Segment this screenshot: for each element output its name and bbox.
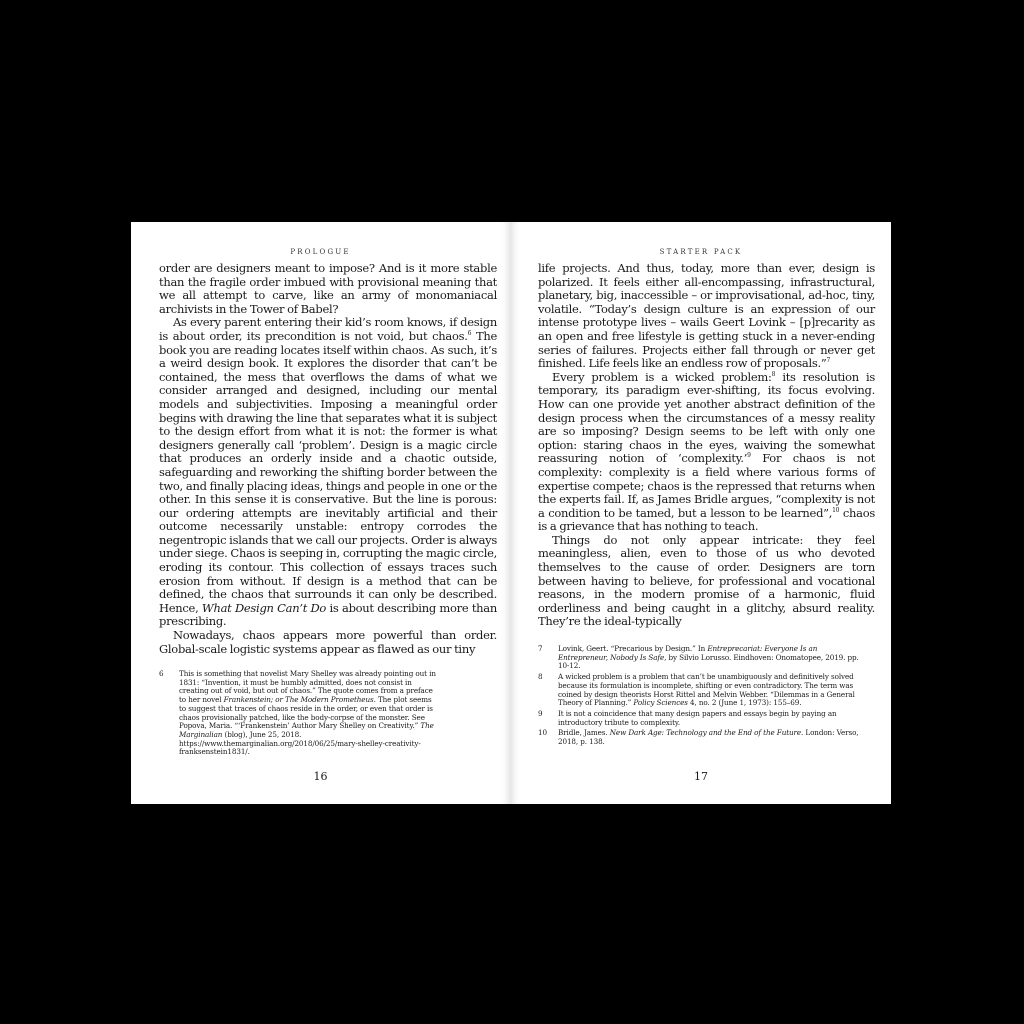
text-run: As every parent entering their kid’s room knows, if design is about order, its precondition is not void, but chaos.	[159, 315, 497, 343]
right-footnotes	[538, 645, 868, 749]
book-title: What Design Can’t Do	[201, 600, 327, 615]
page-number-left: 16	[313, 770, 328, 783]
cited-title: Policy Sciences	[633, 698, 688, 708]
paragraph	[538, 262, 875, 371]
footnote-text	[179, 670, 439, 757]
text-run: The book you are reading locates itself within chaos. As such, it’s a weird design book. It explores the disorder that can’t be contained, the mess that overflows the dams of what we consider arranged and designed, including our mental models and subjectivities. Imposing a meaningful order begins with drawing the line that separates what it is subject to the design effort from what it is not: the former is what designers generally call ‘problem’. Design is a magic circle that produces an orderly inside and a chaotic outside, safeguarding and reworking the shifting border between the two, and finally placing ideas, things and people in one or the other. In this sense it is conservative. But the line is porous: our ordering attempts are inevitably artificial and their outcome necessarily unstable: entropy corrodes the negentropic islands that we call our projects. Order is always under siege. Chaos is seeping in, corrupting the magic circle, eroding its contour. This collection of essays traces such erosion from without. If design is a method that can be defined, the chaos that surrounds it can only be described. Hence,	[159, 328, 497, 615]
right-body-text	[538, 262, 875, 629]
text-run: . London: Verso, 2018, p. 138.	[558, 728, 859, 747]
text-run: For chaos is not complexity: complexity is a field where various forms of expertise compete; chaos is the repressed that returns when the experts fail. If, as James Bridle argues, “complexity is not a condition to be tamed, but a lesson to be learned”,	[538, 451, 875, 520]
cited-title: Frankenstein; or The Modern Prometheus	[223, 695, 374, 705]
left-footnotes	[159, 670, 439, 759]
footnote	[538, 673, 868, 708]
paragraph: Things do not only appear intricate: they feel meaningless, alien, even to those of us who devoted themselves to the cause of order. Designers are torn between having to believe, for professional and vocational reasons, in the modern promise of a harmonic, fluid orderliness and being caught in a glitchy, absurd reality. They’re the ideal-typically	[538, 532, 875, 629]
text-run: Bridle, James.	[558, 728, 610, 738]
footnote-number: 8	[538, 672, 543, 682]
footnote-ref[interactable]: 9	[747, 452, 751, 460]
running-head-left: PROLOGUE	[290, 248, 351, 256]
footnote-ref[interactable]: 6	[467, 330, 472, 338]
footnote-number: 9	[538, 708, 543, 718]
footnote-ref[interactable]: 10	[832, 506, 840, 514]
text-run: , by Silvio Lorusso. Eindhoven: Onomatopee, 2019. pp. 10-12.	[558, 652, 859, 671]
text-run: chaos is a grievance that has nothing to teach.	[538, 505, 875, 534]
footnote-ref[interactable]: 8	[771, 370, 776, 378]
footnote-text	[558, 673, 868, 708]
open-book	[131, 222, 891, 804]
text-run: life projects. And thus, today, more than ever, design is polarized. It feels either all-encompassing, infrastructural, planetary, big, inaccessible – or improvisational, ad-hoc, tiny, volatile. “Today’s design culture is an expression of our intense prototype lives – wails Geert Lovink – [p]recarity as an open and free lifestyle is getting stuck in a never-ending series of failures. Projects either fall through or never get finished. Life feels like an endless row of proposals.”	[538, 261, 875, 371]
page-number-right: 17	[694, 770, 708, 783]
running-head-right: STARTER PACK	[659, 248, 743, 256]
text-run: This is something that novelist Mary Shelley was already pointing out in 1831: “Invention, it must be humbly admitted, does not consist in creating out of void, but out of chaos.” The quote comes from a preface to her novel	[179, 669, 436, 705]
cited-title: The Marginalian	[179, 721, 434, 739]
footnote-number: 10	[538, 728, 547, 738]
cited-title: New Dark Age: Technology and the End of the Future	[609, 728, 802, 738]
paragraph	[159, 316, 497, 629]
text-run: its resolution is temporary, its paradigm ever-shifting, its focus evolving. How can one provide yet another abstract definition of the design process when the circumstances of a messy reality are so imposing? Design seems to be left with only one option: staring chaos in the eyes, waiving the somewhat reassuring notion of ‘complexity.’	[538, 369, 875, 466]
footnote	[538, 729, 868, 746]
footnote-text	[558, 729, 868, 746]
footnote-text	[558, 645, 868, 671]
paragraph	[538, 371, 875, 534]
footnote	[538, 710, 868, 727]
footnote-number: 7	[538, 644, 543, 653]
text-run: 4, no. 2 (June 1, 1973): 155–69.	[687, 698, 802, 708]
paragraph: order are designers meant to impose? And is it more stable than the fragile order imbued with provisional meaning that we all attempt to carve, like an army of monomaniacal archivists in the Tower of Babel?	[159, 261, 497, 316]
footnote-text: It is not a coincidence that many design papers and essays begin by paying an introductory tribute to complexity.	[558, 708, 837, 727]
footnote-ref[interactable]: 7	[826, 357, 831, 365]
paragraph: Nowadays, chaos appears more powerful than order. Global-scale logistic systems appear as flawed as our tiny	[159, 628, 497, 656]
right-page	[511, 222, 891, 804]
text-run: . The plot seems to suggest that traces of chaos reside in the order, or even that order is chaos provisionally patched, like the body-corpse of the monster. See Popova, Maria. “‘Frankenstein’ Author Mary Shelley on Creativity.”	[179, 695, 433, 731]
text-run: Lovink, Geert. “Precarious by Design.” In	[558, 644, 708, 653]
cited-title: Entreprecariat: Everyone Is an Entrepreneur, Nobody Is Safe	[558, 644, 818, 662]
footnote	[159, 670, 439, 757]
text-run: A wicked problem is a problem that can’t be unambiguously and definitively solved because its formulation is incomplete, shifting or even contradictory. The term was coined by design theorists Horst Rittel and Melvin Webber. “Dilemmas in a General Theory of Planning.”	[558, 672, 855, 708]
text-run: (blog), June 25, 2018. https://www.themarginalian.org/2018/06/25/mary-shelley-creativity-franksenstein1831/.	[179, 729, 421, 757]
text-run: is about describing more than prescribing.	[159, 600, 497, 629]
left-page	[131, 222, 511, 804]
footnote	[538, 645, 868, 671]
text-run: Every problem is a wicked problem:	[552, 369, 772, 384]
left-body-text	[159, 262, 497, 656]
footnote-number: 6	[159, 669, 164, 678]
